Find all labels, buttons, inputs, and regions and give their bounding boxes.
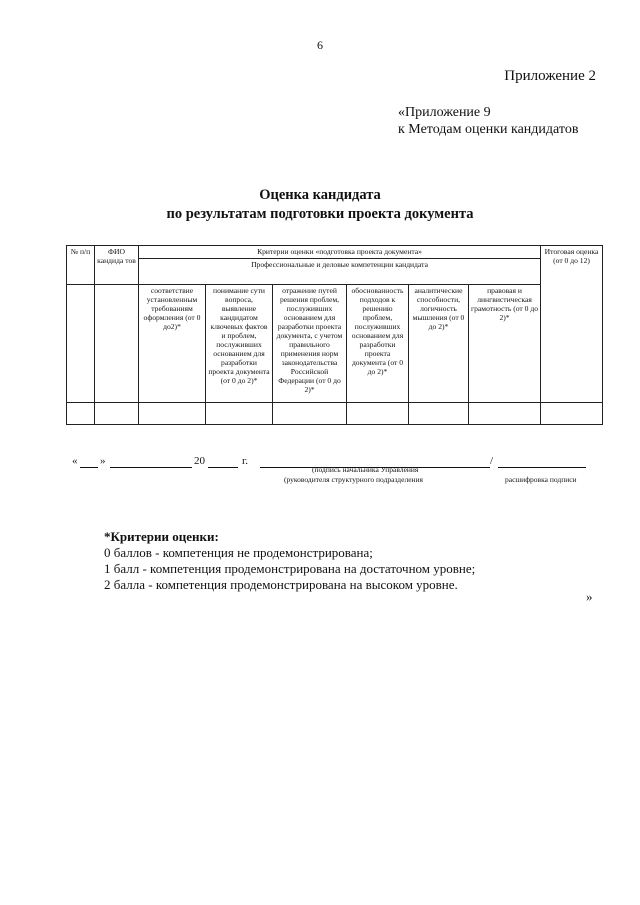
document-title-line1: Оценка кандидата xyxy=(259,187,381,203)
table-row xyxy=(67,403,603,425)
cell-empty xyxy=(67,285,95,403)
criteria-legend-item: 2 балла - компетенция продемонстрирована на высоком уровне. xyxy=(104,577,458,592)
input-cell[interactable] xyxy=(409,403,469,425)
evaluation-table xyxy=(66,245,603,425)
criteria-legend-item: 0 баллов - компетенция не продемонстрирована; xyxy=(104,545,373,560)
input-cell[interactable] xyxy=(139,403,206,425)
date-quote-close: » xyxy=(100,455,106,467)
year-suffix: г. xyxy=(242,455,249,467)
input-cell[interactable] xyxy=(206,403,273,425)
page-number: 6 xyxy=(317,38,323,52)
header-criteria: Критерии оценки «подготовка проекта документа» xyxy=(139,246,541,259)
criteria-legend-title: *Критерии оценки: xyxy=(104,529,219,544)
appendix-reference-line1: «Приложение 9 xyxy=(398,105,491,120)
document-title xyxy=(0,186,640,224)
criteria-legend xyxy=(104,529,475,593)
criterion-understanding: понимание сути вопроса, выявление кандидатом ключевых фактов и проблем, послуживших основанием для разработки проекта документа (от 0 до 2)* xyxy=(206,285,273,403)
signature-caption-decode: расшифровка подписи xyxy=(505,475,577,484)
header-competencies: Профессиональные и деловые компетенции кандидата xyxy=(139,259,541,285)
criterion-justification: обоснованность подходов к решению проблем, послуживших основанием для разработки проекта документа (от 0 до 2)* xyxy=(347,285,409,403)
appendix-label: Приложение 2 xyxy=(504,68,596,84)
date-quote-open: « xyxy=(72,455,78,467)
closing-quote: » xyxy=(586,589,593,604)
cell-empty xyxy=(95,285,139,403)
input-cell[interactable] xyxy=(469,403,541,425)
day-field[interactable] xyxy=(80,467,98,468)
header-total-score: Итоговая оценка (от 0 до 12) xyxy=(541,246,603,403)
decode-field[interactable] xyxy=(498,467,586,468)
header-number: № п/п xyxy=(67,246,95,285)
year-prefix: 20 xyxy=(194,455,205,467)
criterion-literacy: правовая и лингвистическая грамотность (от 0 до 2)* xyxy=(469,285,541,403)
appendix-reference-line2: к Методам оценки кандидатов xyxy=(398,122,579,137)
input-cell[interactable] xyxy=(273,403,347,425)
input-cell[interactable] xyxy=(347,403,409,425)
criteria-legend-item: 1 балл - компетенция продемонстрирована на достаточном уровне; xyxy=(104,561,476,576)
input-cell[interactable] xyxy=(95,403,139,425)
criterion-analytical: аналитические способности, логичность мышления (от 0 до 2)* xyxy=(409,285,469,403)
signature-caption-2: (руководителя структурного подразделения xyxy=(284,475,424,484)
year-field[interactable] xyxy=(208,467,238,468)
criterion-solutions: отражение путей решения проблем, послуживших основанием для разработки проекта документа, с учетом правильного применения норм законодательства Российской Федерации (от 0 до 2)* xyxy=(273,285,347,403)
input-cell[interactable] xyxy=(541,403,603,425)
signature-caption-1: (подпись начальника Управления xyxy=(312,465,419,474)
signature-slash: / xyxy=(490,455,494,467)
header-candidate-name: ФИО кандида тов xyxy=(95,246,139,285)
appendix-reference xyxy=(398,104,578,138)
month-field[interactable] xyxy=(110,467,192,468)
criterion-formatting: соответствие установленным требованиям оформления (от 0 до2)* xyxy=(139,285,206,403)
input-cell[interactable] xyxy=(67,403,95,425)
document-title-line2: по результатам подготовки проекта документа xyxy=(166,206,474,222)
